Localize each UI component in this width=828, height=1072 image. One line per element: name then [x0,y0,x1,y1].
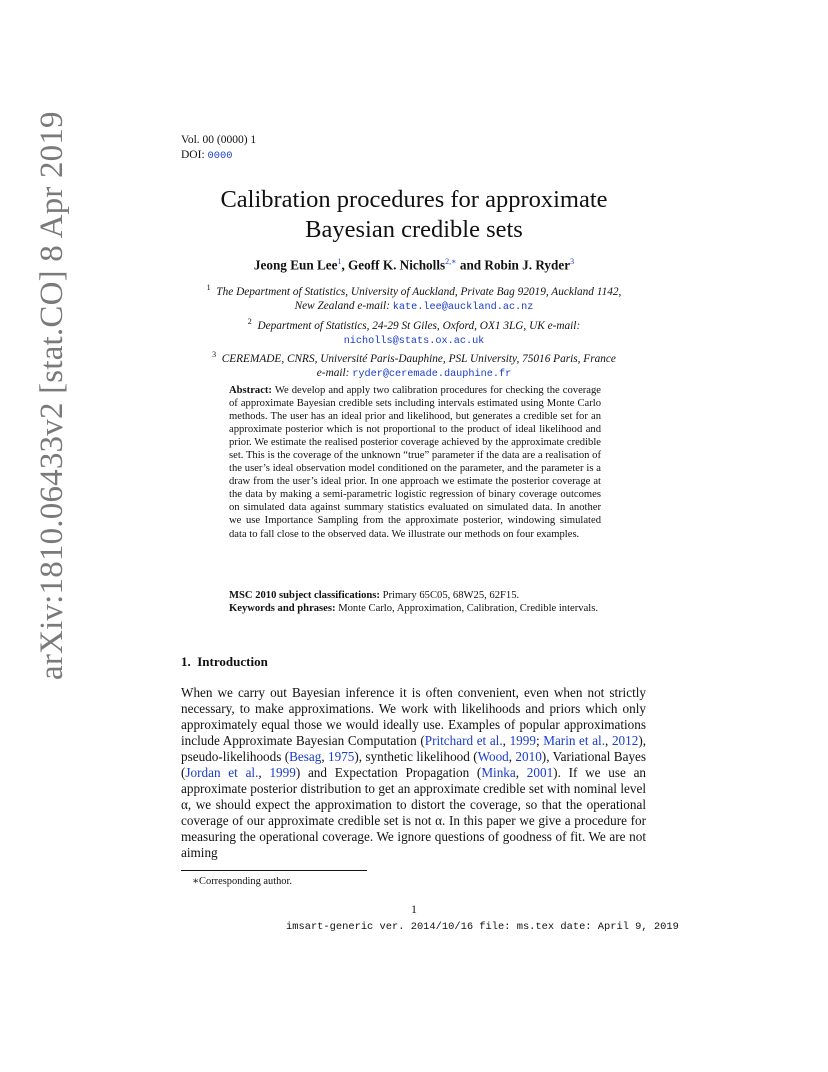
body-text: , [508,748,516,764]
body-text: ) and Expectation Propagation ( [295,764,482,780]
citation-link[interactable]: Wood [477,748,509,764]
body-text: , [502,732,510,748]
affiliation-number: 2 [247,317,252,326]
affiliation-3 [170,348,658,382]
email-link[interactable]: kate.lee@auckland.ac.nz [392,301,534,313]
introduction-paragraph [181,685,646,860]
msc-text: Primary 65C05, 68W25, 62F15. [379,590,520,601]
email-link[interactable]: nicholls@stats.ox.ac.uk [343,335,485,347]
citation-link[interactable]: 1975 [328,748,355,764]
affiliation-number: 3 [212,350,217,359]
section-number: 1. [181,654,191,669]
classification-block [229,589,601,615]
affiliation-2 [170,315,658,349]
author-1-affiliation-link[interactable]: 1 [337,257,342,266]
citation-link[interactable]: 1999 [269,764,296,780]
footnote: ∗Corresponding author. [192,876,292,887]
journal-info [181,133,256,164]
title-line-2: Bayesian credible sets [305,216,523,243]
author-2-affiliation-link[interactable]: 2,∗ [445,257,457,266]
author-separator: and [456,257,485,273]
volume-line: Vol. 00 (0000) 1 [181,134,257,146]
body-text: ), synthetic likelihood ( [354,748,478,764]
paper-title [0,185,828,245]
affiliation-text: New Zealand e-mail: [294,299,390,312]
page-number: 1 [411,904,417,916]
body-text: , [515,764,527,780]
citation-link[interactable]: Marin et al. [543,732,606,748]
email-link[interactable]: ryder@ceremade.dauphine.fr [352,368,512,380]
body-text: ), pseudo-likelihoods ( [181,732,647,764]
keywords-label: Keywords and phrases: [229,603,336,614]
citation-link[interactable]: Besag [289,748,322,764]
body-text: ; [535,732,544,748]
footer-build-info: imsart-generic ver. 2014/10/16 file: ms.tex date: April 9, 2019 [286,921,679,933]
keywords-text: Monte Carlo, Approximation, Calibration, Credible intervals. [335,603,598,614]
author-1: Jeong Eun Lee [253,257,338,273]
affiliation-number: 1 [206,283,211,292]
affiliation-text: The Department of Statistics, University of Auckland, Private Bag 92019, Auckland 1142, [216,285,622,298]
footnote-divider [181,870,367,871]
affiliation-text: e-mail: [316,366,350,379]
doi-label: DOI: [181,149,205,161]
section-title: Introduction [197,654,268,669]
author-3-affiliation-link[interactable]: 3 [570,257,575,266]
author-3: Robin J. Ryder [484,257,571,273]
section-heading [181,654,268,670]
abstract-label: Abstract: [229,385,272,396]
keywords-line [229,602,601,615]
citation-link[interactable]: 2012 [611,732,639,748]
abstract [229,384,601,541]
doi-line [181,148,256,164]
body-text: ). If we use an approximate posterior distribution to get an approximate credible set with nominal level α, we should expect the approximation to distort the coverage, so that the operational coverage of our approximate credible set is not α. In this paper we give a procedure for measuring the operational coverage. We ignore questions of goodness of fit. We are not aiming [181,764,647,860]
doi-link[interactable]: 0000 [207,150,233,162]
author-separator: , [341,257,349,273]
affiliation-text: CEREMADE, CNRS, Université Paris-Dauphine, PSL University, 75016 Paris, France [221,352,616,365]
citation-link[interactable]: Pritchard et al. [424,732,503,748]
citation-link[interactable]: 2010 [515,748,542,764]
citation-link[interactable]: Jordan et al. [185,764,259,780]
citation-link[interactable]: 2001 [526,764,554,780]
body-text: , [321,748,328,764]
body-text: When we carry out Bayesian inference it is often convenient, even when not strictly necessary, to make approximations. We work with likelihoods and priors which only approximately equal those we would ideally use. Examples of popular approximations include Approximate Bayesian Computation ( [181,685,646,748]
abstract-text: We develop and apply two calibration procedures for checking the coverage of approximate Bayesian credible sets including intervals estimated using Monte Carlo methods. The user has an ideal prior and likelihood, but generates a credible set for an approximate posterior which is not proportional to the product of ideal likelihood and prior. We estimate the realised posterior coverage achieved by the approximate credible set. This is the coverage of the unknown “true” parameter if the data are a realisation of the user’s ideal observation model conditioned on the parameter, and the parameter is a draw from the user’s ideal prior. In one approach we estimate the posterior coverage at the data by making a semi-parametric logistic regression of binary coverage outcomes on simulated data against summary statistics evaluated on simulated data. In another we use Importance Sampling from the approximate posterior, windowing simulated data to fall close to the observed data. We illustrate our methods on four examples. [229,385,601,540]
body-text: , [258,764,270,780]
body-text: , [605,732,612,748]
affiliation-1 [170,281,658,315]
msc-line [229,589,601,602]
citation-link[interactable]: Minka [481,764,516,780]
msc-label: MSC 2010 subject classifications: [229,590,380,601]
author-list [0,257,828,273]
body-text: ), Variational Bayes ( [181,748,647,780]
affiliation-text: Department of Statistics, 24-29 St Giles, Oxford, OX1 3LG, UK e-mail: [257,319,581,332]
citation-link[interactable]: 1999 [509,732,536,748]
arxiv-identifier-stamp: arXiv:1810.06433v2 [stat.CO] 8 Apr 2019 [34,111,70,680]
author-2: Geoff K. Nicholls [348,257,446,273]
title-line-1: Calibration procedures for approximate [220,186,608,213]
